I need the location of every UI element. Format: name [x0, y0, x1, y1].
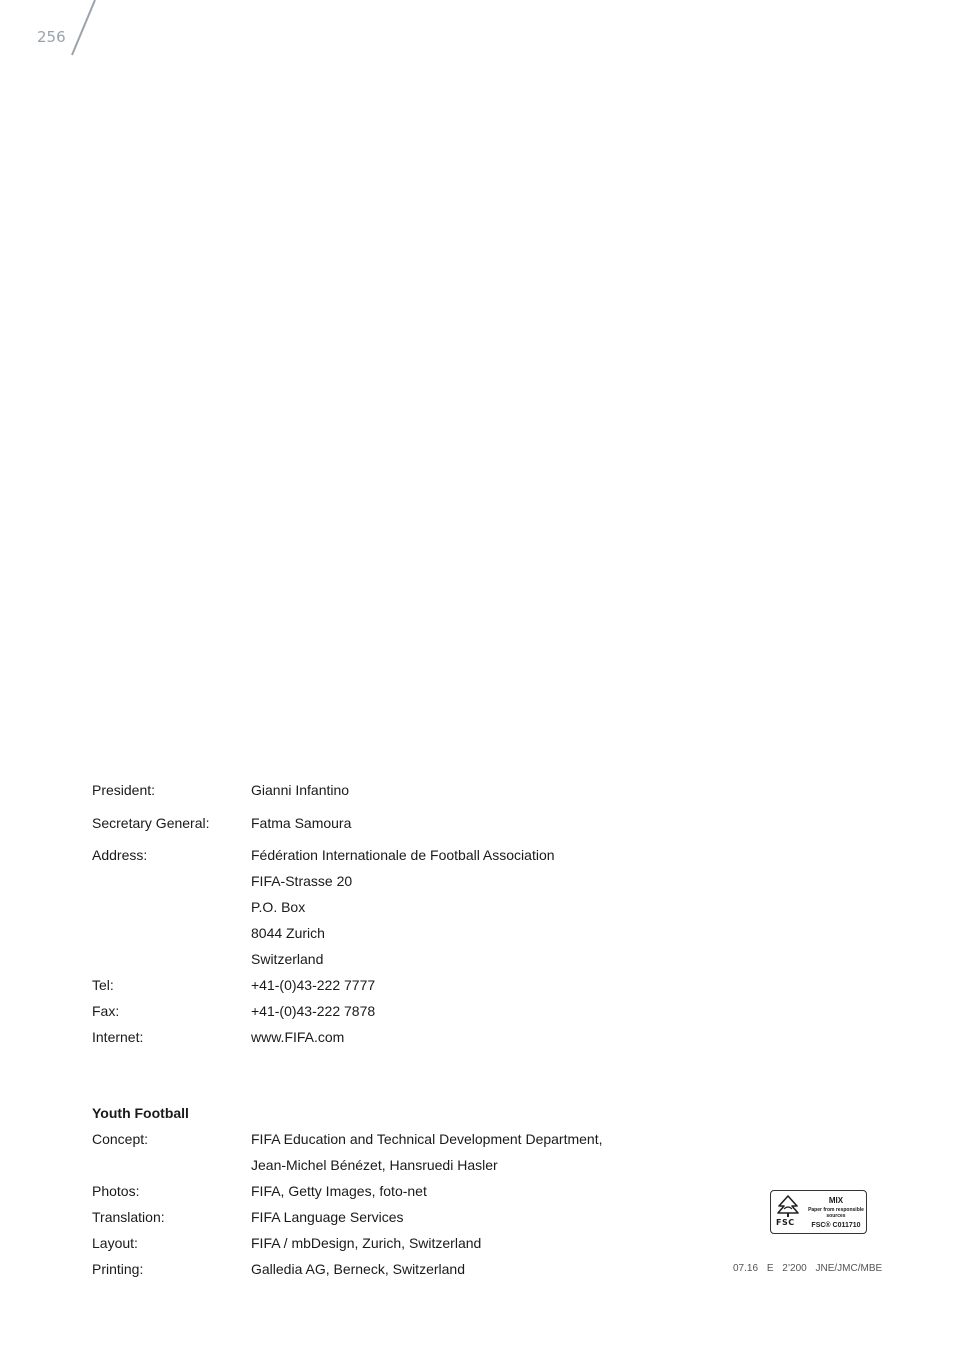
contact-label: Internet:: [92, 1029, 144, 1045]
address-lines: [251, 842, 555, 972]
credit-label: Translation:: [92, 1209, 165, 1225]
fsc-logo: [770, 1190, 867, 1234]
address-line: P.O. Box: [251, 899, 306, 915]
contact-value: Fatma Samoura: [251, 815, 352, 831]
print-language: E: [766, 1263, 774, 1274]
contact-info: [92, 777, 555, 1050]
contact-row-internet: [92, 1024, 555, 1050]
credit-row-printing: [92, 1256, 603, 1282]
contact-label: President:: [92, 782, 156, 798]
print-code: [733, 1263, 888, 1274]
address-line: Fédération Internationale de Football Association: [251, 847, 555, 863]
credits-info: [92, 1100, 603, 1282]
credit-label: Concept:: [92, 1131, 149, 1147]
address-line: FIFA-Strasse 20: [251, 873, 353, 889]
contact-value: Gianni Infantino: [251, 782, 350, 798]
contact-row-fax: [92, 998, 555, 1024]
credit-value: FIFA Language Services: [251, 1209, 404, 1225]
credit-row-layout: [92, 1230, 603, 1256]
credit-line: FIFA Education and Technical Development Department,: [251, 1131, 603, 1147]
contact-value: +41-(0)43-222 7878: [251, 1003, 376, 1019]
fsc-mix-label: MIX: [828, 1196, 844, 1205]
credit-value: FIFA, Getty Images, foto-net: [251, 1183, 427, 1199]
credit-line: Jean-Michel Bénézet, Hansruedi Hasler: [251, 1157, 498, 1173]
contact-row-secretary-general: [92, 810, 555, 836]
contact-row-tel: [92, 972, 555, 998]
contact-value: +41-(0)43-222 7777: [251, 977, 376, 993]
print-run: 2’200: [782, 1263, 807, 1274]
contact-row-president: [92, 777, 555, 803]
credit-value: [251, 1126, 603, 1178]
address-line: 8044 Zurich: [251, 925, 325, 941]
internet-link[interactable]: www.FIFA.com: [251, 1029, 345, 1045]
contact-row-address: [92, 842, 555, 972]
credit-label: Printing:: [92, 1261, 144, 1277]
contact-label: Secretary General:: [92, 815, 210, 831]
page-number: 256: [37, 28, 66, 46]
fsc-details: [807, 1196, 865, 1230]
fsc-source-label: Paper from responsible sources: [808, 1207, 864, 1219]
credit-label: Layout:: [92, 1235, 138, 1251]
print-initials: JNE/JMC/MBE: [815, 1263, 883, 1274]
credit-value: Galledia AG, Berneck, Switzerland: [251, 1261, 465, 1277]
credit-label: Photos:: [92, 1183, 140, 1199]
credits-heading: Youth Football: [92, 1105, 189, 1121]
contact-label: Address:: [92, 847, 148, 863]
decorative-slash: [70, 0, 100, 58]
credit-row-photos: [92, 1178, 603, 1204]
credit-row-concept: [92, 1126, 603, 1178]
contact-label: Tel:: [92, 977, 114, 993]
address-line: Switzerland: [251, 951, 324, 967]
fsc-tree-icon: [775, 1194, 801, 1218]
fsc-code: FSC® C011710: [811, 1222, 861, 1229]
fsc-brand: FSC: [776, 1218, 795, 1227]
credit-row-translation: [92, 1204, 603, 1230]
contact-label: Fax:: [92, 1003, 120, 1019]
print-date: 07.16: [733, 1263, 759, 1274]
credit-value: FIFA / mbDesign, Zurich, Switzerland: [251, 1235, 482, 1251]
